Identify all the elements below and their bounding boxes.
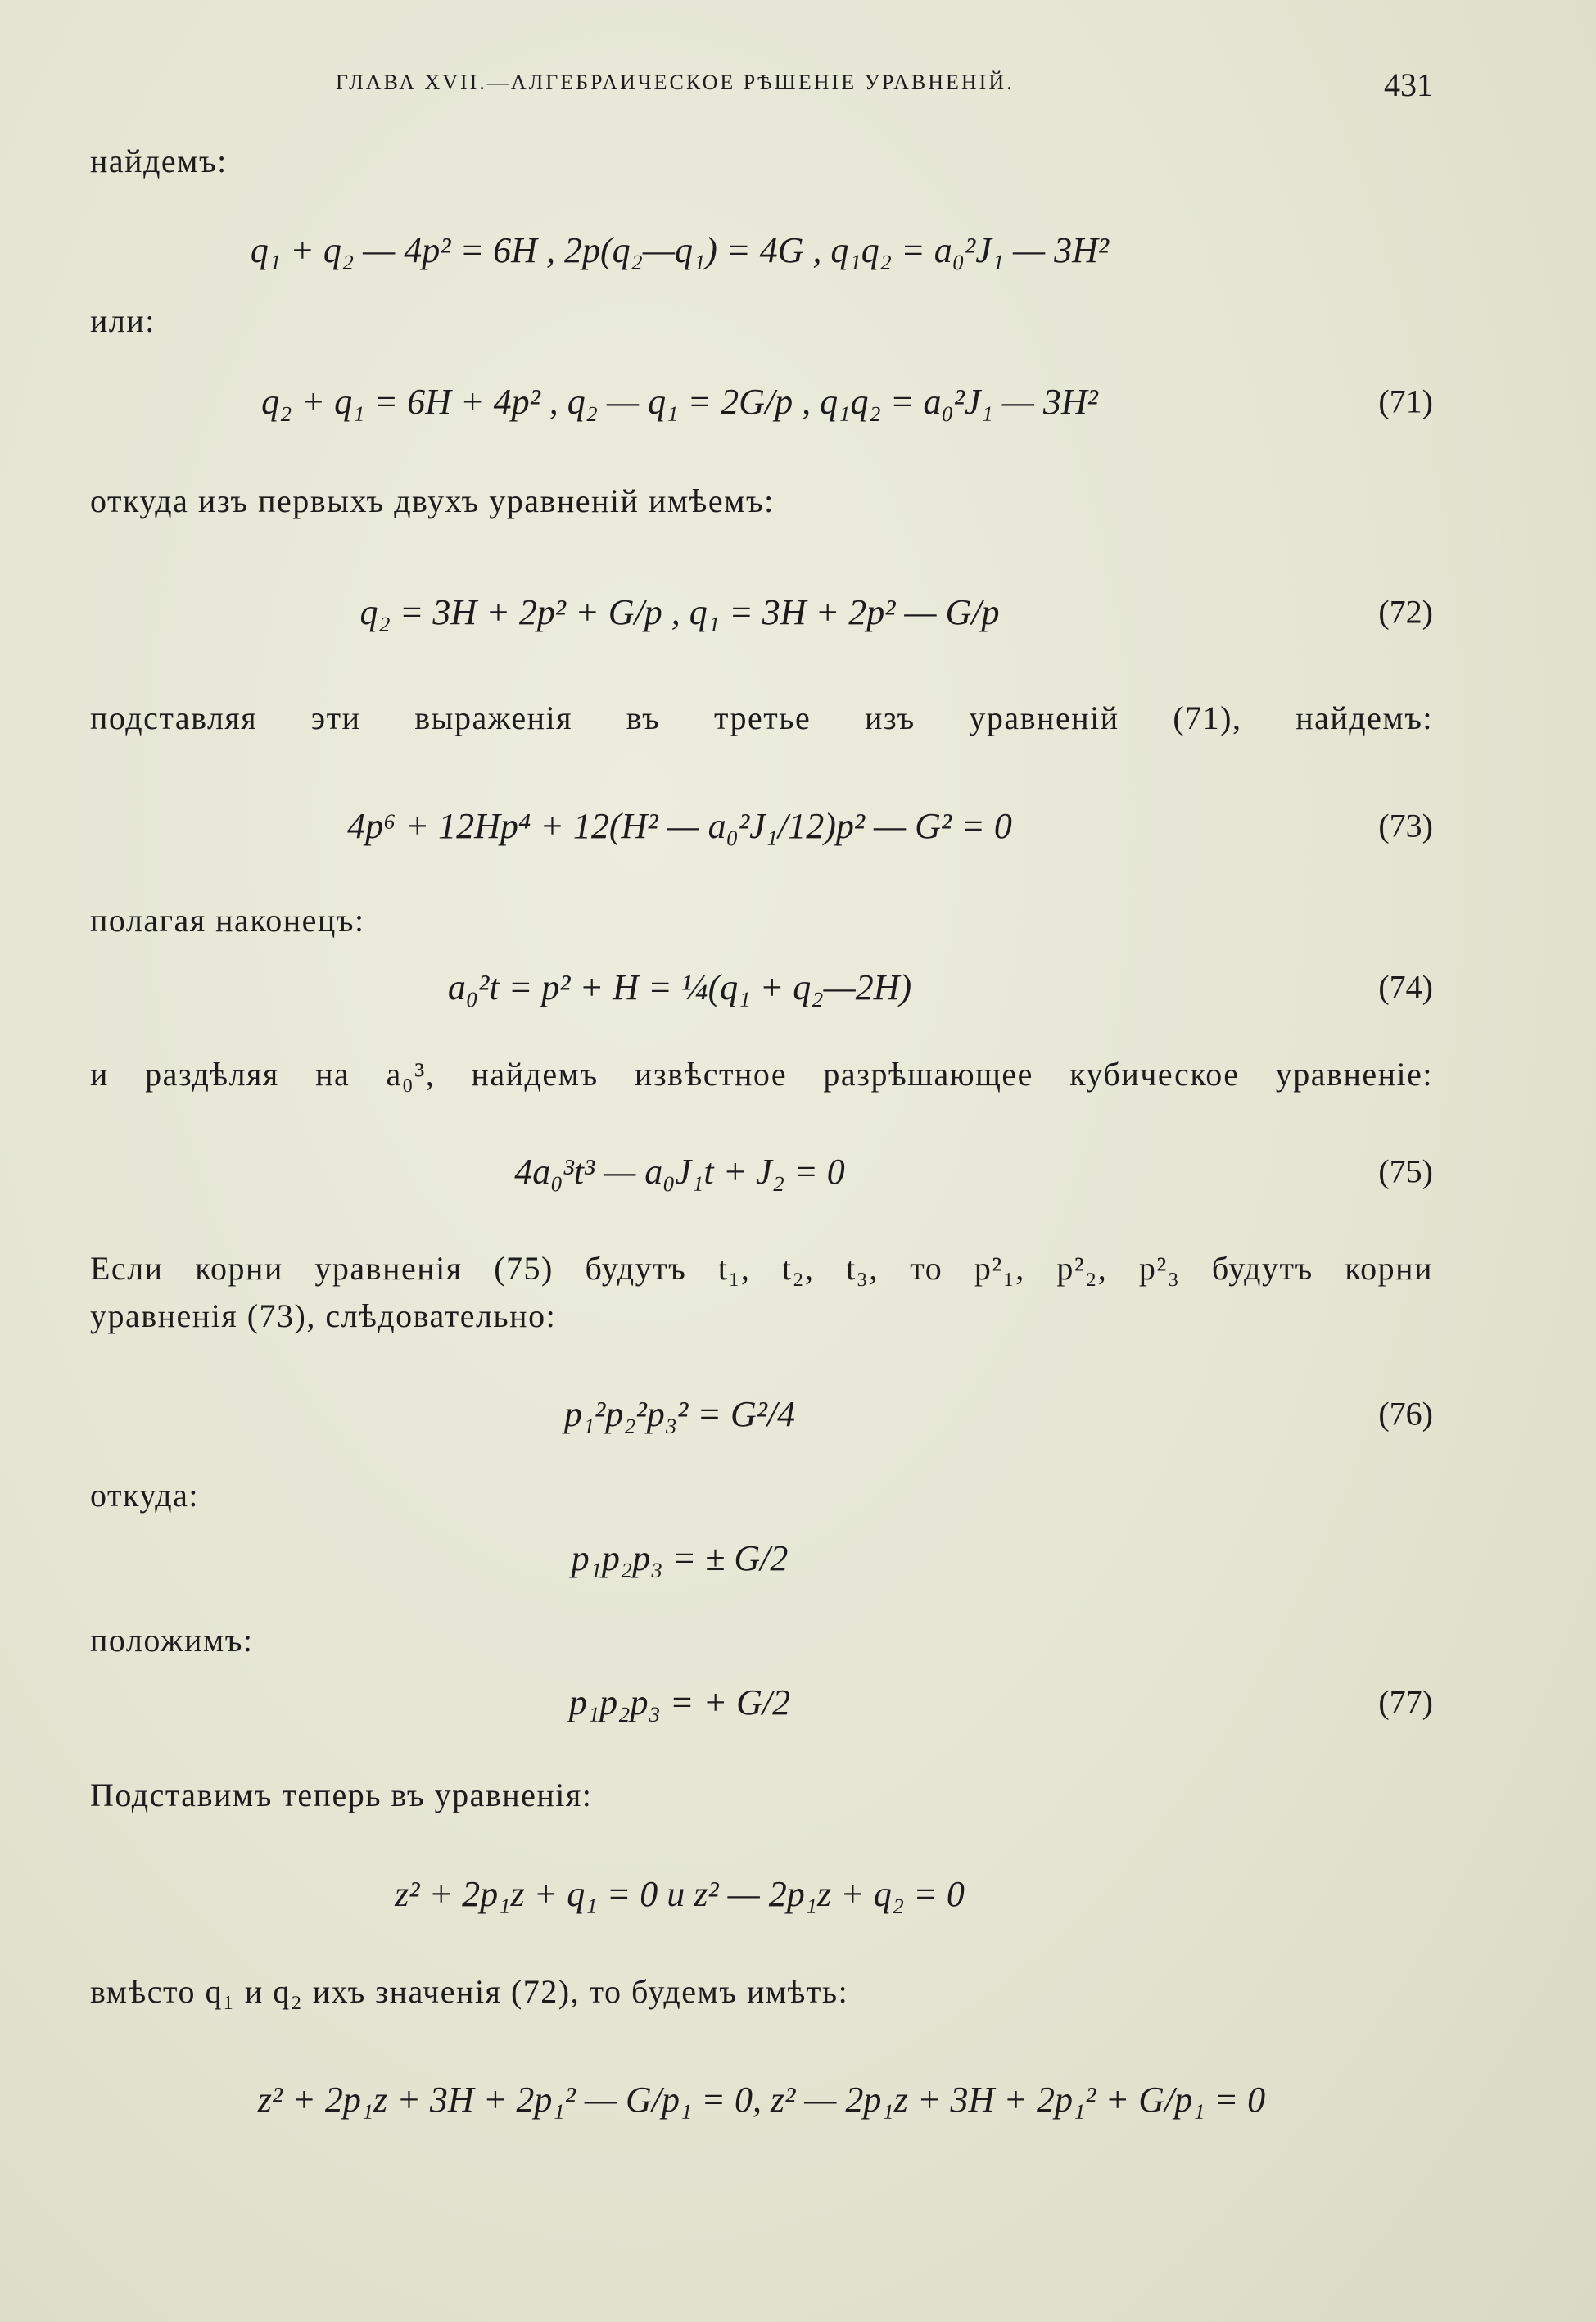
paragraph-5: полагая наконецъ:	[90, 902, 365, 939]
equation-71	[90, 360, 1433, 442]
paragraph-6: и раздѣляя на a₀³, найдемъ извѣстное разрѣшающее кубическое уравненіе:	[90, 1056, 1433, 1093]
equation-8-text: p₁p₂p₃ = ± G/2	[571, 1537, 789, 1578]
running-header	[90, 66, 1433, 115]
equation-73-text: 4p⁶ + 12Hp⁴ + 12(H² — a₀²J₁/12)p² — G² = 0	[347, 805, 1012, 846]
equation-74	[90, 946, 1433, 1028]
equation-74-text: a₀²t = p² + H = ¼(q₁ + q₂—2H)	[447, 966, 912, 1007]
paragraph-7: Если корни уравненія (75) будутъ t₁, t₂, t₃, то p²₁, p²₂, p²₃ будутъ корни	[90, 1250, 1433, 1287]
equation-72-text: q₂ = 3H + 2p² + G/p , q₁ = 3H + 2p² — G/p	[359, 591, 1000, 632]
paragraph-3: откуда изъ первыхъ двухъ уравненій имѣемъ:	[90, 482, 775, 519]
equation-76	[90, 1373, 1433, 1455]
page-number: 431	[1384, 66, 1433, 103]
equation-75	[90, 1130, 1433, 1212]
paragraph-11: Подставимъ теперь въ уравненія:	[90, 1777, 593, 1813]
equation-74-number: (74)	[1378, 968, 1433, 1006]
equation-75-text: 4a₀³t³ — a₀J₁t + J₂ = 0	[514, 1151, 845, 1192]
equation-77-number: (77)	[1378, 1683, 1433, 1721]
equation-11-text: z² + 2p₁z + 3H + 2p₁² — G/p₁ = 0, z² — 2p₁z + 3H + 2p₁² + G/p₁ = 0	[257, 2079, 1266, 2120]
equation-75-number: (75)	[1378, 1152, 1433, 1190]
equation-76-number: (76)	[1378, 1395, 1433, 1433]
equation-10-text: z² + 2p₁z + q₁ = 0 и z² — 2p₁z + q₂ = 0	[395, 1873, 965, 1914]
equation-1-text: q₁ + q₂ — 4p² = 6H , 2p(q₂—q₁) = 4G , q₁q₂ = a₀²J₁ — 3H²	[250, 229, 1110, 270]
paragraph-9: откуда:	[90, 1477, 200, 1514]
paragraph-4: подставляя эти выраженія въ третье изъ уравненій (71), найдемъ:	[90, 699, 1433, 736]
equation-10	[90, 1853, 1433, 1935]
equation-77-text: p₁p₂p₃ = + G/2	[568, 1682, 791, 1722]
equation-1	[90, 209, 1433, 291]
equation-71-text: q₂ + q₁ = 6H + 4p² , q₂ — q₁ = 2G/p , q₁q₂ = a₀²J₁ — 3H²	[261, 381, 1098, 422]
equation-8	[90, 1517, 1433, 1599]
paragraph-12: вмѣсто q₁ и q₂ ихъ значенія (72), то будемъ имѣть:	[90, 1973, 849, 2010]
paragraph-2: или:	[90, 302, 156, 339]
equation-11	[90, 2058, 1433, 2140]
paragraph-1: найдемъ:	[90, 143, 228, 179]
equation-72	[90, 571, 1433, 653]
equation-76-text: p₁²p₂²p₃² = G²/4	[563, 1393, 796, 1434]
paragraph-10: положимъ:	[90, 1622, 254, 1659]
equation-77	[90, 1661, 1433, 1743]
equation-71-number: (71)	[1378, 382, 1433, 420]
equation-72-number: (72)	[1378, 593, 1433, 631]
equation-73	[90, 785, 1433, 867]
equation-73-number: (73)	[1378, 807, 1433, 844]
paragraph-8: уравненія (73), слѣдовательно:	[90, 1297, 557, 1334]
chapter-title: ГЛАВА XVII.—АЛГЕБРАИЧЕСКОЕ РѢШЕНІЕ УРАВНЕНІЙ.	[336, 70, 1015, 94]
